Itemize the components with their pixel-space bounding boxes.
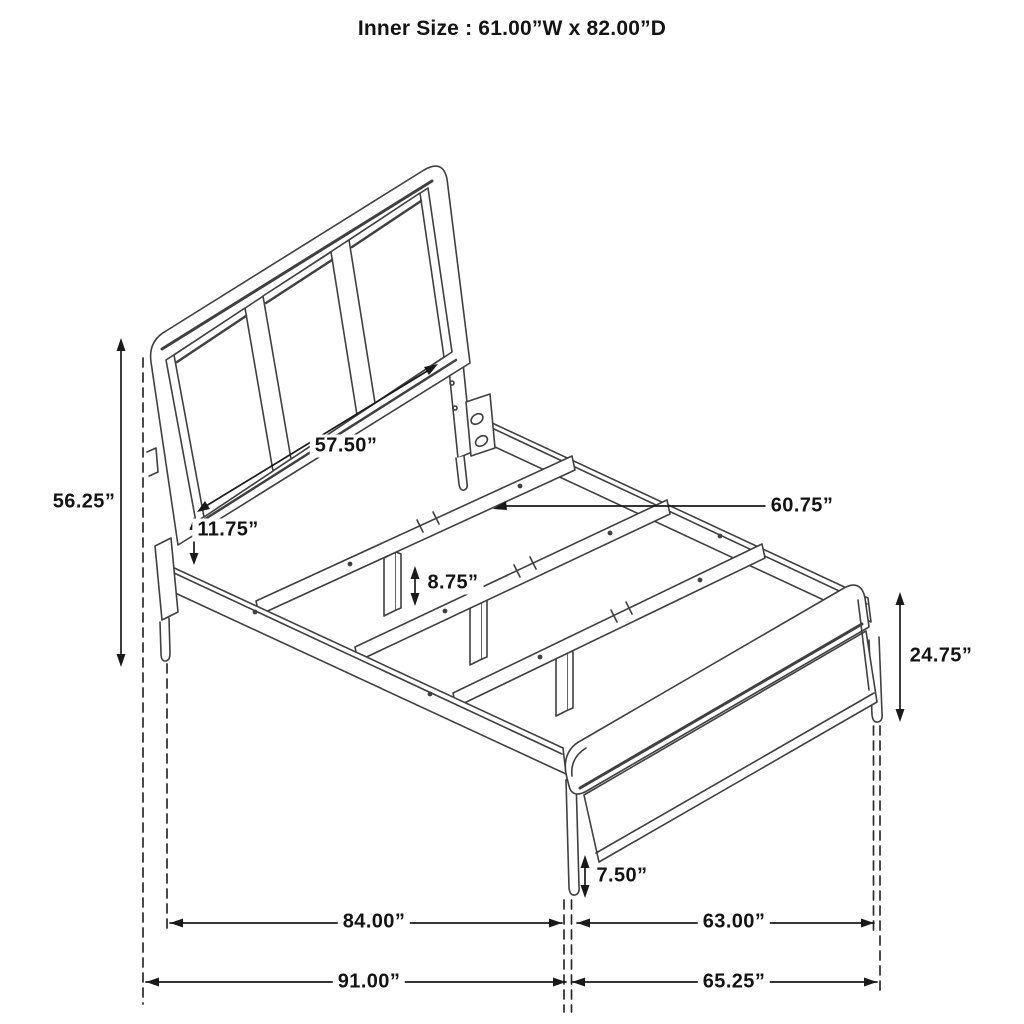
dim-label-footboard-height: 24.75” bbox=[905, 645, 977, 668]
rail-bracket bbox=[466, 394, 495, 456]
dim-label-slat-width: 60.75” bbox=[766, 495, 838, 518]
footboard-front-leg bbox=[566, 777, 579, 895]
dim-footboard-leg-height bbox=[581, 855, 590, 898]
dim-label-inner-length: 84.00” bbox=[338, 911, 410, 934]
dim-label-footboard-leg-height: 7.50” bbox=[592, 865, 653, 888]
dim-label-headboard-panel-width: 57.50” bbox=[310, 435, 382, 458]
dim-label-headboard-height: 56.25” bbox=[48, 491, 120, 514]
slat-2 bbox=[355, 500, 670, 661]
dim-support-leg-height bbox=[411, 566, 420, 606]
diagram-title: Inner Size : 61.00”W x 82.00”D bbox=[353, 17, 671, 41]
dim-label-overall-length: 91.00” bbox=[333, 971, 405, 994]
dim-label-rail-drop: 11.75” bbox=[192, 519, 263, 542]
dim-label-support-leg-height: 8.75” bbox=[423, 572, 484, 595]
dim-label-footboard-width-span: 63.00” bbox=[698, 911, 770, 934]
dim-label-overall-width: 65.25” bbox=[698, 971, 770, 994]
dim-footboard-height bbox=[896, 592, 905, 722]
